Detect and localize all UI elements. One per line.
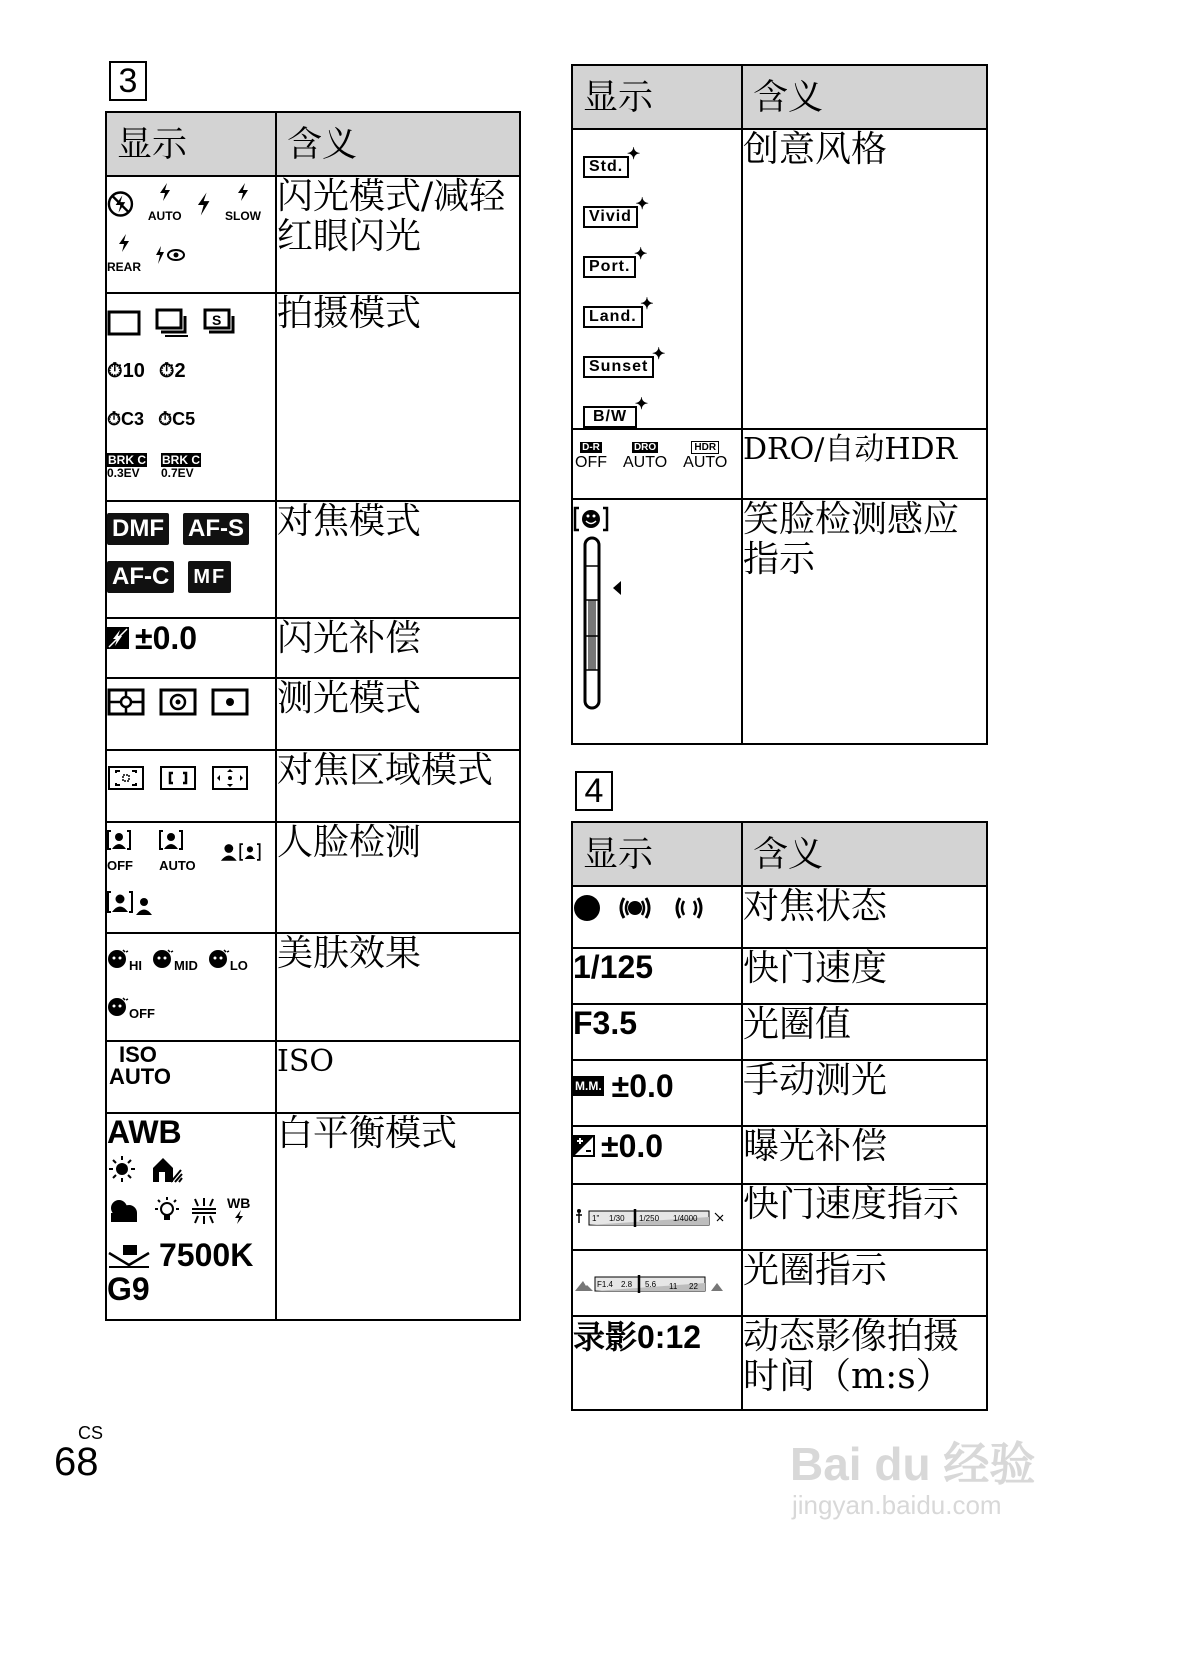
svg-text:1": 1" [592,1214,600,1223]
face-registered-priority-icon [220,841,261,863]
speed-priority-continuous-icon [203,308,237,338]
creative-style-icons [572,129,742,429]
face-detection-meaning: 人脸检测 [276,822,520,933]
shutter-indicator-display [572,1184,742,1250]
cloudy-icon [107,1198,139,1224]
iso-auto-label: ISO AUTO [109,1042,171,1089]
bracket-03-icon: BRK C 0.3EV [107,453,146,480]
shutter-speed-meaning: 快门速度 [742,948,987,1004]
red-eye-icon [155,246,185,264]
aperture-display [572,1004,742,1060]
aperture-indicator-display [572,1250,742,1316]
flash-rear-icon: REAR [107,234,141,275]
continuous-shot-icon [155,308,189,338]
color-filter-value: G9 [107,1271,150,1307]
flash-off-icon [107,190,134,218]
language-code: CS [78,1423,104,1443]
rec-time-meaning: 动态影像拍摄时间（m:s） [742,1316,987,1410]
style-landscape-icon: Land. ✦ [583,306,643,328]
metering-icons [106,678,276,750]
center-focus-area-icon [159,765,197,791]
af-c-badge: AF-C [107,561,174,593]
metered-manual-meaning: 手动测光 [742,1060,987,1126]
flash-wb-icon: WB [227,1196,250,1226]
smile-detection-display [572,499,742,744]
shutter-speed-scale [573,1191,729,1231]
focus-continuous-icon [615,894,655,922]
rec-time-value: 录影0:12 [573,1319,702,1355]
svg-text:F1.4: F1.4 [597,1280,614,1289]
face-detect-auto-icon: AUTO [159,829,212,874]
section-4-table [571,821,988,1411]
svg-text:S: S [212,312,222,328]
focus-status-meaning: 对焦状态 [742,886,987,948]
style-std-icon: Std. ✦ [583,156,629,178]
exposure-comp-value: ±0.0 [601,1127,664,1164]
display-header: 显示 [572,822,742,886]
svg-text:1/4000: 1/4000 [673,1214,698,1223]
flash-comp-value: ±0.0 [135,619,198,656]
aperture-value: F3.5 [573,1005,638,1041]
drive-mode-meaning: 拍摄模式 [276,293,520,501]
custom-wb-icon [107,1241,151,1269]
self-timer-c5-icon: ⏱C5 [158,408,196,429]
soft-skin-hi-icon: HI [107,948,142,974]
mf-badge: MF [188,561,231,593]
awb-label: AWB [107,1114,182,1150]
watermark-logo: Bai du 经验 [790,1438,1036,1490]
color-temp-value: 7500K [159,1236,254,1273]
soft-skin-off-icon: OFF [107,996,155,1022]
face-detect-off-icon: OFF [107,829,151,874]
dmf-badge: DMF [107,513,169,545]
page-number: 68 [54,1440,99,1484]
meaning-header: 含义 [742,65,987,129]
aperture-scale [573,1257,729,1297]
aperture-indicator-meaning: 光圈指示 [742,1250,987,1316]
drive-mode-icons [106,293,276,501]
display-header: 显示 [106,112,276,176]
focus-area-meaning: 对焦区域模式 [276,750,520,822]
exposure-comp-icon [573,1135,595,1157]
shutter-speed-display [572,948,742,1004]
daylight-icon [107,1154,137,1184]
fluorescent-icon [189,1196,219,1226]
focus-mode-icons [106,501,276,618]
flash-fill-icon [196,192,211,216]
flash-mode-icons [106,176,276,293]
dro-hdr-meaning: DRO/自动HDR [742,429,987,499]
svg-text:5.6: 5.6 [645,1280,657,1289]
focus-mode-meaning: 对焦模式 [276,501,520,618]
shutter-speed-value: 1/125 [573,949,654,985]
bracket-07-icon: BRK C 0.7EV [161,453,200,480]
iso-display [106,1041,276,1113]
self-timer-2-icon: ⏱2 [158,359,186,382]
section-number-3: 3 [109,61,147,101]
spot-metering-icon [211,688,249,716]
style-bw-icon: B/W ✦ [583,406,637,428]
dro-hdr-icons [572,429,742,499]
metered-manual-icon: M.M. [573,1076,604,1096]
iso-meaning: ISO [276,1041,520,1113]
aperture-meaning: 光圈值 [742,1004,987,1060]
svg-text:2.8: 2.8 [621,1280,633,1289]
rec-time-display [572,1316,742,1410]
white-balance-icons [106,1113,276,1320]
creative-style-meaning: 创意风格 [742,129,987,429]
incandescent-icon [153,1196,181,1226]
wide-focus-area-icon [107,765,145,791]
meaning-header: 含义 [276,112,520,176]
focus-status-icons [572,886,742,948]
dro-auto-icon: DRO AUTO [623,442,668,471]
flash-comp-meaning: 闪光补偿 [276,618,520,678]
multi-metering-icon [107,688,145,716]
flash-comp-display [106,618,276,678]
watermark-url: jingyan.baidu.com [792,1490,1002,1520]
self-timer-10-icon: ⏱10 [107,359,145,382]
smile-shutter-indicator [573,504,633,724]
section-3-table [105,111,521,1321]
soft-skin-mid-icon: MID [152,948,198,974]
metered-manual-value: ±0.0 [611,1067,674,1104]
meaning-header: 含义 [742,822,987,886]
svg-text:1/30: 1/30 [609,1214,625,1223]
focus-area-icons [106,750,276,822]
exposure-comp-meaning: 曝光补偿 [742,1126,987,1184]
flash-auto-icon: AUTO [148,183,182,224]
center-metering-icon [159,688,197,716]
svg-text:11: 11 [669,1282,678,1291]
dro-off-icon: D-R OFF [575,442,607,471]
self-timer-c3-icon: ⏱C3 [107,408,145,429]
shade-icon [151,1154,183,1184]
shutter-indicator-meaning: 快门速度指示 [742,1184,987,1250]
display-header: 显示 [572,65,742,129]
style-portrait-icon: Port. ✦ [583,256,636,278]
section-number-4: 4 [575,771,613,811]
metering-meaning: 测光模式 [276,678,520,750]
flash-slow-icon: SLOW [225,183,261,224]
white-balance-meaning: 白平衡模式 [276,1113,520,1320]
focus-locked-icon [573,894,601,922]
soft-skin-icons [106,933,276,1041]
face-detect-on-icon [107,890,153,916]
creative-style-table [571,64,988,745]
single-shot-icon [107,310,141,336]
face-detection-icons [106,822,276,933]
hdr-auto-icon: HDR AUTO [683,442,728,471]
soft-skin-lo-icon: LO [208,948,248,974]
svg-text:22: 22 [689,1282,698,1291]
flexible-spot-icon [211,765,249,791]
focus-in-progress-icon [669,894,709,922]
style-vivid-icon: Vivid ✦ [583,206,638,228]
flash-mode-meaning: 闪光模式/减轻红眼闪光 [276,176,520,293]
svg-text:1/250: 1/250 [639,1214,660,1223]
exposure-comp-display [572,1126,742,1184]
style-sunset-icon: Sunset ✦ [583,356,654,378]
metered-manual-display [572,1060,742,1126]
af-s-badge: AF-S [183,513,249,545]
soft-skin-meaning: 美肤效果 [276,933,520,1041]
flash-comp-icon [107,627,129,649]
smile-detection-meaning: 笑脸检测感应指示 [742,499,987,744]
